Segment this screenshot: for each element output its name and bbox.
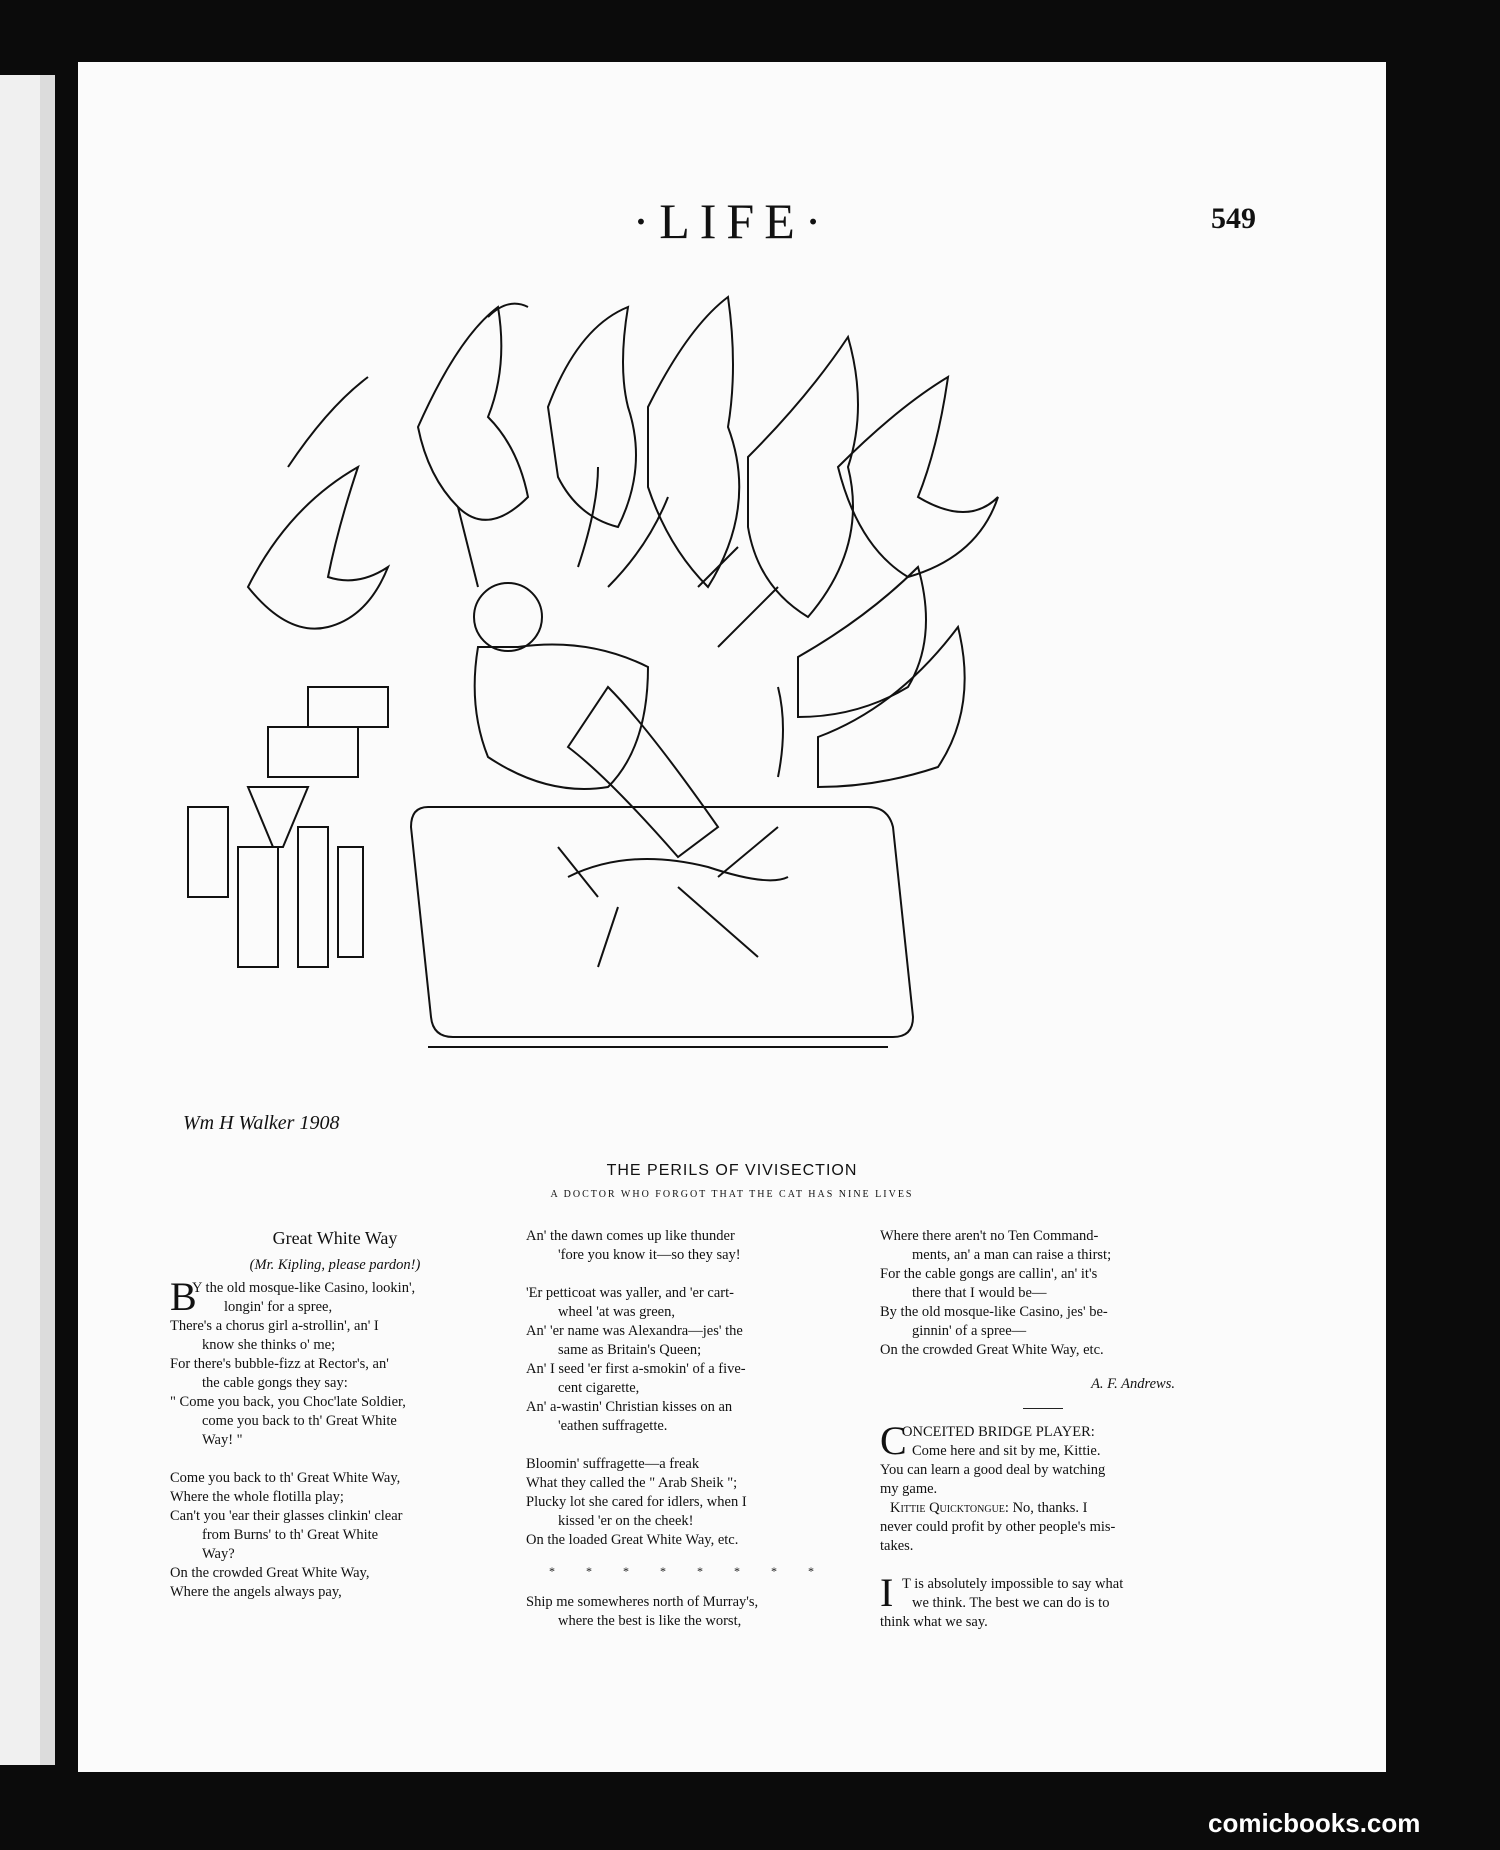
poem-line: there that I would be—: [912, 1285, 1047, 1301]
poem-line: same as Britain's Queen;: [558, 1342, 702, 1358]
poem-line: the cable gongs they say:: [202, 1375, 348, 1391]
poem-line: On the loaded Great White Way, etc.: [526, 1532, 739, 1548]
poem-line: An' the dawn comes up like thunder: [526, 1228, 735, 1244]
drop-cap: I: [880, 1570, 894, 1615]
drop-cap: C: [880, 1418, 907, 1463]
page-number: 549: [1211, 202, 1256, 235]
poem-line: What they called the " Arab Sheik ";: [526, 1475, 738, 1491]
poem-line: For the cable gongs are callin', an' it's: [880, 1266, 1098, 1282]
laboratory-bottles: [188, 687, 388, 967]
previous-page-edge: [0, 75, 55, 1765]
poem-line: An' a-wastin' Christian kisses on an: [526, 1399, 733, 1415]
cat-8: [818, 627, 965, 787]
poem-line: On the crowded Great White Way, etc.: [880, 1342, 1104, 1358]
poem-line: There's a chorus girl a-strollin', an' I: [170, 1318, 379, 1334]
poem-line: An' 'er name was Alexandra—jes' the: [526, 1323, 743, 1339]
poem-line: cent cigarette,: [558, 1380, 640, 1396]
poem-line: kissed 'er on the cheek!: [558, 1513, 694, 1529]
poem-line: ginnin' of a spree—: [912, 1323, 1027, 1339]
cat-3: [548, 307, 636, 527]
poem-opening: [170, 1274, 500, 1319]
joke-line: never could profit by other people's mis-: [880, 1519, 1116, 1535]
poem-subtitle: (Mr. Kipling, please pardon!): [249, 1257, 421, 1273]
poem-line: " Come you back, you Choc'late Soldier,: [170, 1394, 406, 1410]
drop-cap: B: [170, 1274, 197, 1319]
watermark: comicbooks.com: [1208, 1808, 1421, 1838]
poem-line: wheel 'at was green,: [558, 1304, 675, 1320]
column-1: [170, 1227, 500, 1602]
poem-line: Where the whole flotilla play;: [170, 1489, 344, 1505]
joke-line: You can learn a good deal by watching: [880, 1462, 1106, 1478]
poem-line: know she thinks o' me;: [202, 1337, 336, 1353]
poem-line: come you back to th' Great White: [202, 1413, 397, 1429]
illustration-subtitle: A DOCTOR WHO FORGOT THAT THE CAT HAS NINE LIVES: [550, 1189, 914, 1200]
joke-lead: ONCEITED BRIDGE PLAYER:: [902, 1424, 1095, 1440]
poem-line: ments, an' a man can raise a thirst;: [912, 1247, 1112, 1263]
joke-bridge-player: [880, 1418, 1205, 1556]
poem-line: Way! ": [202, 1432, 243, 1448]
poem-title: Great White Way: [272, 1228, 398, 1248]
poem-line: Bloomin' suffragette—a freak: [526, 1456, 700, 1472]
joke-line: takes.: [880, 1538, 914, 1554]
poem-line: Where the angels always pay,: [170, 1584, 342, 1600]
poem-line: from Burns' to th' Great White: [202, 1527, 379, 1543]
poem-line: By the old mosque-like Casino, jes' be-: [880, 1304, 1108, 1320]
poem-line: Way?: [202, 1546, 235, 1562]
poem-line: 'eathen suffragette.: [558, 1418, 668, 1434]
joke-line: my game.: [880, 1481, 938, 1497]
poem-line: longin' for a spree,: [224, 1299, 333, 1315]
poem-line: where the best is like the worst,: [558, 1613, 742, 1629]
poem-line: For there's bubble-fizz at Rector's, an': [170, 1356, 389, 1372]
joke-line: we think. The best we can do is to: [912, 1595, 1110, 1611]
joke-line: No, thanks. I: [1012, 1500, 1088, 1516]
magazine-page: [78, 62, 1386, 1772]
joke-line: Come here and sit by me, Kittie.: [912, 1443, 1101, 1459]
illustration-title: THE PERILS OF VIVISECTION: [606, 1162, 858, 1179]
cat-7: [798, 567, 926, 717]
column-2: [526, 1227, 851, 1631]
cat-6: [838, 377, 998, 577]
operating-table: [411, 807, 913, 1047]
vivisection-illustration: [178, 287, 1238, 1167]
cat-2: [418, 304, 528, 520]
poem-line: Where there aren't no Ten Command-: [880, 1228, 1099, 1244]
joke-saying: [880, 1570, 1205, 1632]
masthead: ·LIFE·: [632, 193, 832, 249]
poem-line: Can't you 'ear their glasses clinkin' clear: [170, 1508, 403, 1524]
cat-1: [248, 377, 388, 629]
joke-reply: [880, 1499, 1205, 1518]
poem-author: A. F. Andrews.: [1091, 1375, 1175, 1392]
poem-line: On the crowded Great White Way,: [170, 1565, 370, 1581]
divider: [1023, 1408, 1063, 1409]
poem-line: An' I seed 'er first a-smokin' of a five-: [526, 1361, 746, 1377]
poem-line: 'fore you know it—so they say!: [558, 1247, 741, 1263]
section-break: * * * * * * * *: [549, 1564, 828, 1578]
joke-line: think what we say.: [880, 1614, 988, 1630]
speaker-name: Kittie Quicktongue:: [890, 1500, 1009, 1516]
poem-line: Y the old mosque-like Casino, lookin',: [192, 1280, 416, 1296]
joke-line: T is absolutely impossible to say what: [902, 1576, 1124, 1592]
artist-signature: Wm H Walker 1908: [183, 1112, 340, 1134]
column-3: [880, 1227, 1205, 1632]
poem-line: Plucky lot she cared for idlers, when I: [526, 1494, 747, 1510]
cat-4: [648, 297, 739, 587]
poem-line: Ship me somewheres north of Murray's,: [526, 1594, 759, 1610]
poem-line: 'Er petticoat was yaller, and 'er cart-: [526, 1285, 734, 1301]
poem-line: Come you back to th' Great White Way,: [170, 1470, 401, 1486]
